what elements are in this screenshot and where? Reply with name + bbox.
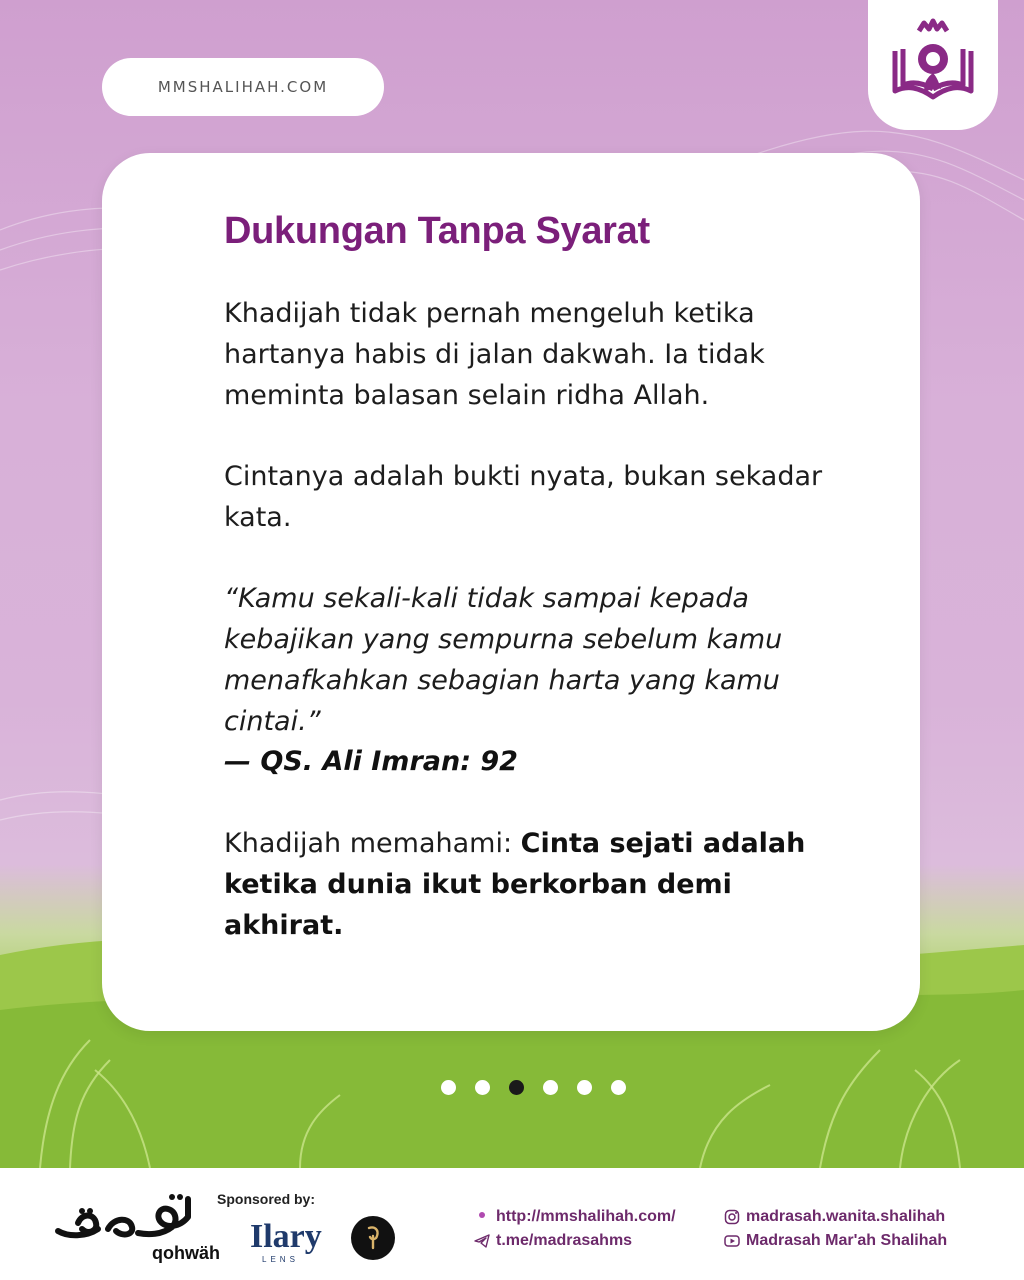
pagination-dot[interactable] — [577, 1080, 592, 1095]
pagination-dot[interactable] — [611, 1080, 626, 1095]
instagram-icon — [724, 1209, 740, 1225]
telegram-link-text: t.me/madrasahms — [496, 1232, 633, 1249]
belom-logo — [351, 1216, 395, 1260]
website-link-text: http://mmshalihah.com/ — [496, 1208, 676, 1225]
qohwah-wordmark: qohwäh — [152, 1243, 220, 1263]
card-title: Dukungan Tanpa Syarat — [224, 210, 650, 252]
paragraph-1: Khadijah tidak pernah mengeluh ketika hartanya habis di jalan dakwah. Ia tidak meminta balasan selain ridha Allah. — [224, 298, 765, 411]
instagram-link[interactable] — [724, 1208, 945, 1226]
pagination-dot[interactable] — [441, 1080, 456, 1095]
telegram-icon — [474, 1233, 490, 1249]
paragraph-2: Cintanya adalah bukti nyata, bukan sekadar kata. — [224, 461, 823, 533]
website-link[interactable] — [474, 1208, 676, 1226]
site-url-label: MMSHALIHAH.COM — [157, 78, 329, 96]
paragraph-3-emphasis: Cinta sejati adalah ketika dunia ikut berkorban demi akhirat. — [224, 828, 806, 941]
pagination-dot-active[interactable] — [509, 1080, 524, 1095]
globe-icon — [474, 1209, 490, 1225]
ilary-sub-text: LENS — [262, 1255, 299, 1264]
paragraph-3-intro: Khadijah memahami: — [224, 828, 521, 859]
pagination-dots — [441, 1080, 626, 1095]
book-crown-logo-icon — [881, 17, 985, 113]
quran-quote: “Kamu sekali-kali tidak sampai kepada kebajikan yang sempurna sebelum kamu menafkahkan sebagian harta yang kamu cintai.” — [224, 583, 783, 737]
instagram-link-text: madrasah.wanita.shalihah — [746, 1208, 946, 1225]
belom-logo-icon — [351, 1216, 395, 1260]
youtube-icon — [724, 1233, 740, 1249]
brand-logo — [868, 0, 998, 130]
sponsored-label: Sponsored by: — [217, 1191, 316, 1207]
ilary-logo-text: Ilary — [250, 1218, 322, 1255]
youtube-link-text: Madrasah Mar'ah Shalihah — [746, 1232, 948, 1249]
telegram-link[interactable] — [474, 1232, 632, 1250]
qohwah-logo — [48, 1183, 228, 1263]
pagination-dot[interactable] — [475, 1080, 490, 1095]
paragraph-3 — [224, 823, 824, 946]
site-url-pill[interactable] — [102, 58, 384, 116]
quote-reference: — QS. Ali Imran: 92 — [224, 746, 518, 777]
pagination-dot[interactable] — [543, 1080, 558, 1095]
youtube-link[interactable] — [724, 1232, 947, 1250]
